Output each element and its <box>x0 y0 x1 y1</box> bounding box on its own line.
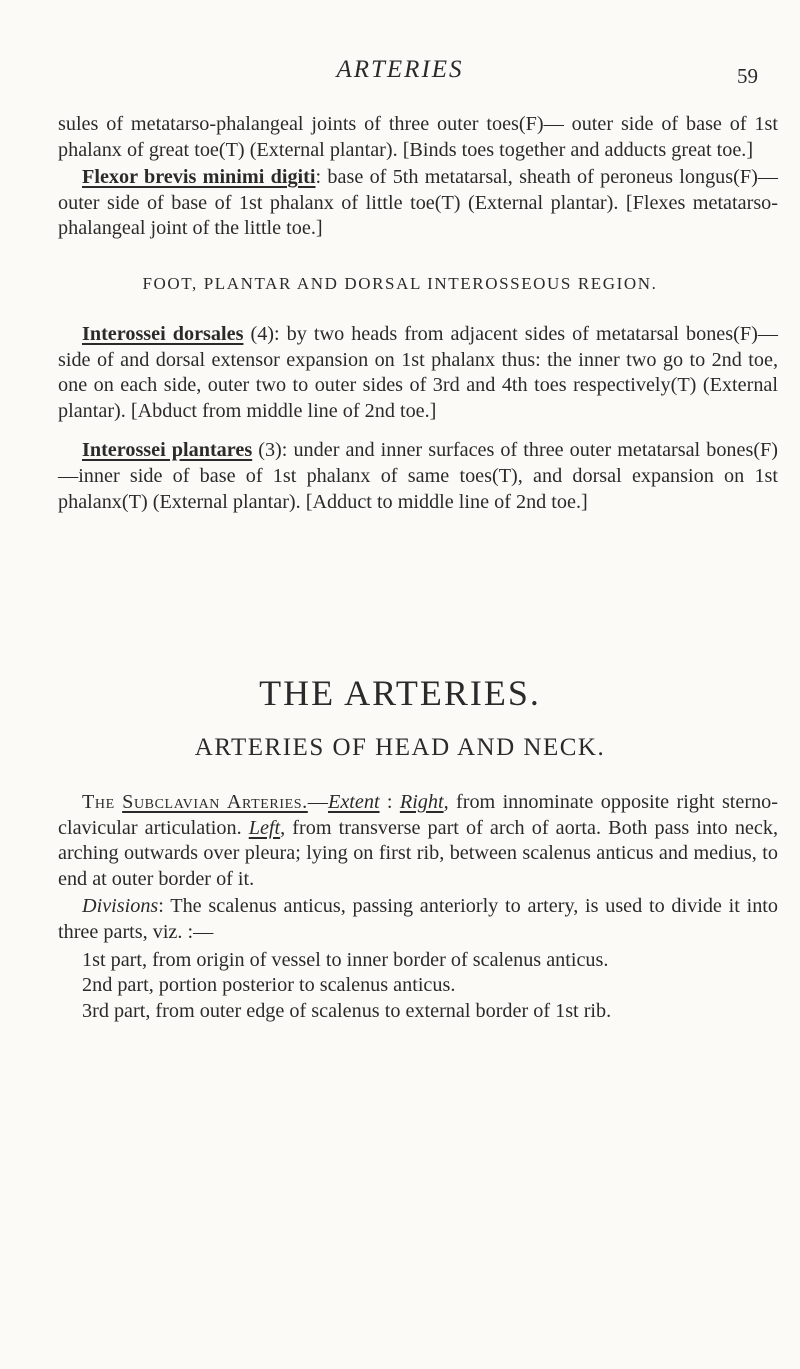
chapter-title: THE ARTERIES. <box>259 673 541 713</box>
colon: : <box>379 791 400 813</box>
subclavian-text-block <box>58 790 778 1024</box>
artery-name: Subclavian Arteries. <box>122 791 308 813</box>
divisions-label: Divisions <box>82 895 159 918</box>
part-two: 2nd part, portion posterior to scalenus anticus. <box>82 974 456 997</box>
dash: — <box>307 791 328 813</box>
page-number: 59 <box>737 64 758 88</box>
left-label: Left <box>248 816 281 839</box>
extent-label: Extent <box>327 791 380 813</box>
muscle-description: (4): by two heads from adjacent sides of metatarsal bones(F)—side of and dorsal extensor expansion on 1st phalanx thus: the inner two go to 2nd toe, one on each side, outer two to outer sides of 3rd and 4th toes respectively(T) (External plantar). [Abduct from middle line of 2nd toe.] <box>58 323 778 422</box>
paragraph-subclavian-extent <box>58 790 778 892</box>
part-three: 3rd part, from outer edge of scalenus to external border of 1st rib. <box>82 999 612 1022</box>
top-text-block <box>58 112 778 256</box>
part-one: 1st part, from origin of vessel to inner border of scalenus anticus. <box>82 948 609 971</box>
muscle-term: Interossei plantares <box>82 439 253 462</box>
lead-word: The <box>82 791 115 813</box>
left-text: , from transverse part of arch of aorta. Both pass into neck, arching outwards over pleura; lying on first rib, between scalenus anticus and medius, to end at outer border of it. <box>58 816 778 890</box>
section-heading: FOOT, PLANTAR AND DORSAL INTEROSSEOUS REGION. <box>142 274 658 293</box>
muscle-term: Interossei dorsales <box>82 323 244 345</box>
muscle-description: : base of 5th metatarsal, sheath of peroneus longus(F)—outer side of base of 1st phalanx of little toe(T) (External plantar). [Flexes metatarso-phalangeal joint of the little toe.] <box>58 166 778 240</box>
right-label: Right <box>399 791 444 813</box>
right-text: , from innominate opposite right sterno-clavicular articulation. <box>58 791 778 839</box>
paragraph-adductor-continuation: sules of metatarso-phalangeal joints of three outer toes(F)— outer side of base of 1st phalanx of great toe(T) (External plantar). [Binds toes together and adducts great toe.] <box>58 113 778 161</box>
divisions-text: : The scalenus anticus, passing anteriorly to artery, is used to divide it into three parts, viz. :— <box>58 895 778 943</box>
paragraph-flexor-brevis-minimi-digiti <box>58 165 778 242</box>
muscle-term: Flexor brevis minimi digiti <box>82 166 316 189</box>
chapter-subtitle: ARTERIES OF HEAD AND NECK. <box>194 734 606 761</box>
paragraph-divisions <box>58 894 778 945</box>
paragraph-interossei-dorsales <box>58 322 778 424</box>
running-head: ARTERIES <box>336 56 464 83</box>
paragraph-interossei-plantares <box>58 438 778 515</box>
muscle-description: (3): under and inner surfaces of three outer metatarsal bones(F)—inner side of base of 1st phalanx of same toes(T), and dorsal expansion on 1st phalanx(T) (External plantar). [Adduct to middle line of 2nd toe.] <box>58 439 778 513</box>
interossei-text-block <box>58 322 778 529</box>
